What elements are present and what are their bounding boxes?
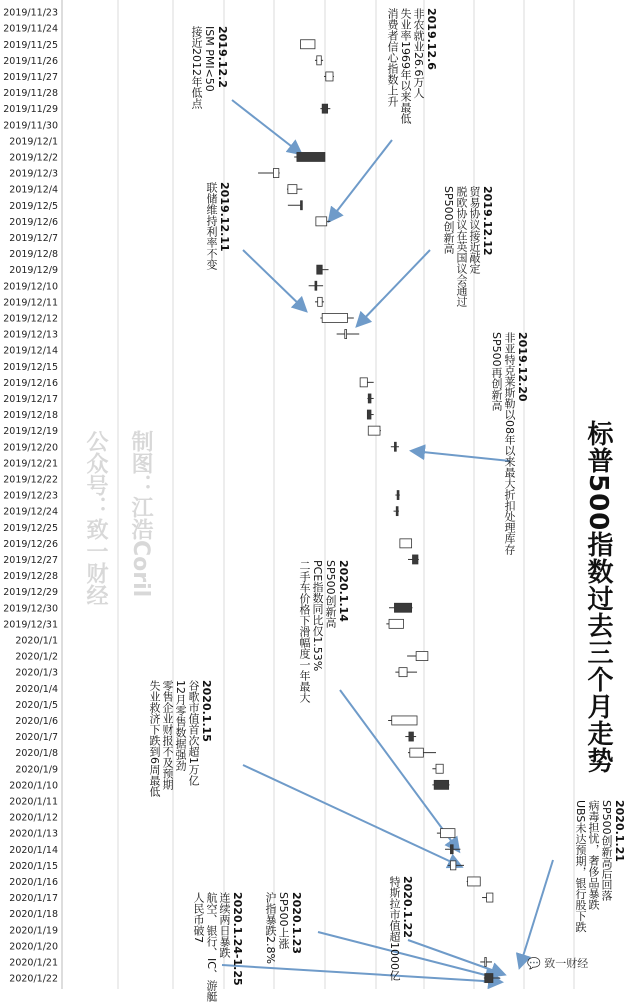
date-label: 2020/1/21: [9, 957, 58, 969]
date-label: 2019/12/13: [3, 329, 58, 341]
candle: [309, 281, 323, 290]
candle-body: [394, 603, 411, 612]
annotation-line: 非亚特克莱斯勒以08年以来最大折扣处理库存: [503, 332, 516, 555]
candle-body: [441, 829, 455, 838]
watermark-line1: 制图：江浩Coril: [128, 430, 153, 598]
candle: [395, 491, 400, 500]
candle: [480, 957, 492, 966]
candle-body: [450, 845, 453, 854]
annotation-date: 2019.12.2: [216, 26, 229, 88]
candle: [400, 539, 412, 548]
annotation-line: PCE指数同比仅1.53%: [311, 560, 324, 672]
annotation-date: 2020.1.23: [290, 892, 303, 954]
ann-2020-1-23: [264, 892, 303, 964]
date-label: 2020/1/13: [9, 828, 58, 840]
candle-body: [345, 330, 347, 339]
date-label: 2019/11/26: [3, 55, 58, 67]
annotation-line: 零售企业财报不及预期: [161, 680, 174, 790]
candle-body: [368, 394, 371, 403]
date-label: 2019/12/21: [3, 458, 58, 470]
date-label: 2020/1/20: [9, 941, 58, 953]
annotation-line: 贸易协议接近敲定: [468, 186, 481, 274]
annotation-line: SP500创新高: [442, 186, 455, 254]
date-label: 2019/12/30: [3, 603, 58, 615]
date-label: 2019/11/23: [3, 7, 58, 19]
annotation-line: ISM PMI<50: [203, 26, 216, 92]
candle-body: [410, 748, 424, 757]
annotation-line: 谷歌市值首次超1万亿: [187, 680, 200, 786]
date-label: 2020/1/8: [15, 748, 58, 760]
candle: [437, 829, 455, 838]
candle-body: [322, 313, 347, 322]
date-label: 2020/1/10: [9, 780, 58, 792]
candle: [294, 152, 325, 161]
date-label: 2020/1/7: [15, 732, 58, 744]
date-label: 2019/12/20: [3, 442, 58, 454]
candle: [467, 877, 481, 886]
candle-body: [301, 201, 303, 210]
date-label: 2020/1/6: [15, 715, 58, 727]
candle: [301, 40, 315, 49]
date-label: 2019/12/6: [9, 216, 58, 228]
annotation-line: 接近2012年低点: [190, 26, 203, 109]
candle-body: [400, 539, 412, 548]
date-label: 2019/12/17: [3, 393, 58, 405]
annotation-date: 2020.1.14: [337, 560, 350, 622]
annotation-arrow: [358, 250, 430, 325]
ann-2019-12-6: [386, 8, 438, 124]
candle: [386, 619, 403, 628]
annotation-line: 消费者信心指数上升: [386, 8, 399, 107]
chart-title: 标普500指数过去三个月走势: [583, 420, 613, 775]
date-label: 2020/1/4: [15, 683, 58, 695]
date-label: 2019/11/29: [3, 104, 58, 116]
candle-body: [468, 877, 481, 886]
ann-2019-12-12: [442, 186, 494, 307]
date-label: 2019/12/2: [9, 152, 58, 164]
date-label: 2019/12/16: [3, 377, 58, 389]
annotation-arrow: [232, 100, 300, 153]
annotation-line: 脱欧协议在英国议会通过: [455, 186, 468, 307]
candle: [320, 104, 330, 113]
annotation-line: 非农就业26.6万人: [412, 8, 425, 99]
candle-body: [413, 555, 418, 564]
annotation-arrow: [520, 860, 553, 966]
candle-body: [392, 716, 417, 725]
candle: [317, 265, 329, 274]
candle-body: [485, 957, 487, 966]
date-label: 2019/12/9: [9, 265, 58, 277]
candles: [258, 40, 500, 983]
chat-icon: 💬: [527, 957, 541, 970]
candle: [324, 72, 334, 81]
candle: [320, 313, 353, 322]
date-label: 2019/12/28: [3, 571, 58, 583]
annotation-date: 2020.1.22: [401, 876, 414, 938]
annotation-line: 航空、银行、IC、游艇: [205, 892, 218, 1002]
candle: [367, 410, 373, 419]
date-label: 2019/12/27: [3, 554, 58, 566]
date-label: 2019/12/18: [3, 410, 58, 422]
annotation-date: 2019.12.20: [516, 332, 529, 402]
candle-body: [326, 72, 333, 81]
annotation-date: 2020.1.24-1.25: [231, 892, 244, 986]
date-label: 2019/11/30: [3, 120, 58, 132]
candle-body: [409, 732, 414, 741]
date-label: 2020/1/17: [9, 893, 58, 905]
candle-body: [301, 40, 315, 49]
candle-body: [487, 893, 493, 902]
candle: [395, 668, 417, 677]
date-label: 2020/1/9: [15, 764, 58, 776]
candle: [315, 297, 324, 306]
candle-body: [315, 281, 317, 290]
date-label: 2019/12/5: [9, 200, 58, 212]
annotation-arrow: [330, 140, 392, 220]
candle-body: [399, 668, 407, 677]
annotation-arrow: [408, 940, 503, 974]
annotation-arrow: [243, 765, 460, 866]
annotation-line: SP500再创新高: [490, 332, 503, 411]
date-axis-labels: [3, 8, 58, 985]
date-label: 2019/12/23: [3, 490, 58, 502]
annotation-date: 2020.1.15: [200, 680, 213, 742]
candle: [337, 330, 360, 339]
annotation-line: 失业救济下跌到6周最低: [148, 680, 161, 797]
date-label: 2019/12/29: [3, 587, 58, 599]
annotation-line: 特斯拉市值超1000亿: [388, 876, 401, 981]
date-label: 2020/1/19: [9, 925, 58, 937]
date-label: 2020/1/5: [15, 699, 58, 711]
candle-body: [316, 217, 327, 226]
date-label: 2019/11/27: [3, 71, 58, 83]
candle: [389, 603, 412, 612]
annotation-line: 联储维持利率不变: [205, 182, 218, 270]
date-label: 2019/12/24: [3, 506, 58, 518]
ann-2019-12-20: [490, 332, 529, 555]
date-label: 2020/1/16: [9, 876, 58, 888]
candle-body: [485, 974, 493, 983]
annotation-line: 人民币破7: [192, 892, 205, 943]
ann-2019-12-2: [190, 26, 229, 109]
candle: [448, 861, 464, 870]
date-label: 2019/12/1: [9, 136, 58, 148]
candle: [287, 185, 302, 194]
candle: [408, 555, 419, 564]
date-label: 2020/1/18: [9, 909, 58, 921]
date-label: 2020/1/22: [9, 973, 58, 985]
candle-body: [396, 507, 398, 516]
annotation-line: 二手车价格下滑幅度一年最大: [298, 560, 311, 703]
candle-body: [450, 861, 455, 870]
date-label: 2020/1/15: [9, 860, 58, 872]
date-label: 2020/1/3: [15, 667, 58, 679]
date-label: 2020/1/1: [15, 635, 58, 647]
candle: [432, 780, 449, 789]
date-label: 2020/1/12: [9, 812, 58, 824]
logo: [527, 955, 588, 971]
date-label: 2020/1/2: [15, 651, 58, 663]
candle: [432, 764, 443, 773]
annotation-line: SP500创新高: [324, 560, 337, 628]
date-label: 2020/1/14: [9, 844, 58, 856]
candle-body: [288, 185, 297, 194]
candle-body: [322, 104, 327, 113]
date-label: 2019/12/4: [9, 184, 58, 196]
candle-body: [297, 152, 325, 161]
candle-body: [397, 491, 399, 500]
annotation-date: 2019.12.12: [481, 186, 494, 256]
candle-body: [360, 378, 367, 387]
date-label: 2019/12/22: [3, 474, 58, 486]
candle: [367, 394, 373, 403]
candle-body: [434, 780, 448, 789]
logo-text: 致一财经: [544, 957, 589, 970]
candle: [482, 893, 493, 902]
date-label: 2019/12/12: [3, 313, 58, 325]
annotation-line: SP500上涨: [277, 892, 290, 949]
candle: [391, 442, 399, 451]
annotation-line: 连续两日暴跌: [218, 892, 231, 958]
candle: [445, 845, 460, 854]
date-label: 2019/12/31: [3, 619, 58, 631]
annotation-line: SP500创新高后回落: [600, 800, 613, 901]
candle: [394, 507, 399, 516]
candle-body: [317, 56, 322, 65]
candle-body: [318, 297, 323, 306]
candle: [316, 217, 330, 226]
annotation-date: 2019.12.6: [425, 8, 438, 70]
ann-2020-1-15: [148, 680, 213, 797]
date-label: 2019/12/14: [3, 345, 58, 357]
annotation-line: UBS未达预期，银行股下跌: [574, 800, 587, 933]
candle: [258, 169, 280, 178]
candle: [360, 378, 374, 387]
watermark-line2: 公众号：致一财经: [83, 430, 108, 606]
candle: [368, 426, 381, 435]
date-label: 2019/12/15: [3, 361, 58, 373]
candle: [408, 748, 436, 757]
annotation-line: 12月零售数据强劲: [174, 680, 187, 771]
candle: [407, 652, 428, 661]
ann-2019-12-11: [205, 182, 231, 270]
annotation-line: 沪指暴跌2.8%: [264, 892, 277, 964]
annotation-line: 失业率1969年以来最低: [399, 8, 412, 124]
date-label: 2020/1/11: [9, 796, 58, 808]
date-label: 2019/12/19: [3, 426, 58, 438]
date-label: 2019/12/26: [3, 538, 58, 550]
date-label: 2019/12/7: [9, 232, 58, 244]
date-label: 2019/11/28: [3, 88, 58, 100]
candle-body: [436, 764, 443, 773]
candle: [288, 201, 302, 210]
candle: [315, 56, 323, 65]
candle-body: [368, 426, 380, 435]
candle-body: [367, 410, 371, 419]
ann-2020-1-14: [298, 560, 350, 703]
ann-2020-1-24: [192, 892, 244, 1002]
candle-body: [394, 442, 396, 451]
candle: [388, 716, 417, 725]
candle-body: [416, 652, 428, 661]
candle: [405, 732, 416, 741]
annotation-date: 2020.1.21: [613, 800, 626, 862]
candle-body: [389, 619, 403, 628]
date-label: 2019/12/8: [9, 249, 58, 261]
ann-2020-1-22: [388, 876, 414, 981]
annotation-date: 2019.12.11: [218, 182, 231, 252]
candle-body: [317, 265, 322, 274]
annotation-line: 病毒担忧，奢侈品暴跌: [587, 800, 600, 910]
date-label: 2019/12/25: [3, 522, 58, 534]
date-label: 2019/12/11: [3, 297, 58, 309]
ann-2020-1-21: [574, 800, 626, 932]
date-label: 2019/12/3: [9, 168, 58, 180]
candle-body: [273, 169, 278, 178]
date-label: 2019/12/10: [3, 281, 58, 293]
date-label: 2019/11/24: [3, 23, 58, 35]
date-label: 2019/11/25: [3, 39, 58, 51]
